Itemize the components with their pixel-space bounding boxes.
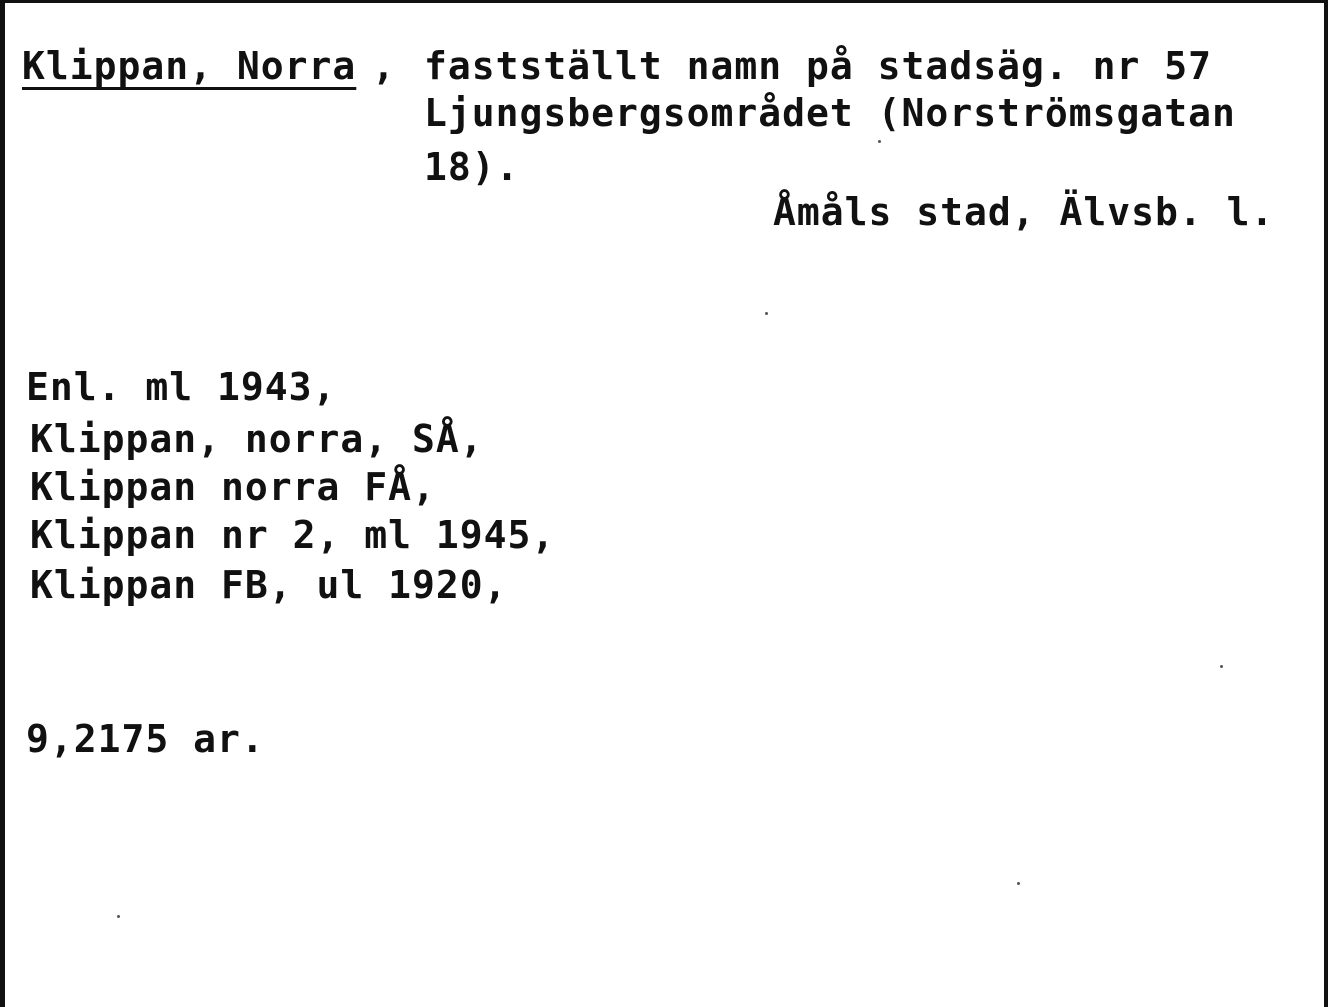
paper-speck	[878, 140, 881, 143]
paper-speck	[765, 312, 768, 315]
variant-line: Klippan norra FÅ,	[30, 465, 436, 509]
description-line: Ljungsbergsområdet (Norströmsgatan	[424, 91, 1236, 135]
heading-comma: ,	[372, 44, 396, 88]
paper-speck	[1220, 665, 1223, 668]
variant-line: Klippan, norra, SÅ,	[30, 417, 484, 461]
card-right-edge	[1324, 0, 1328, 1007]
description-line: 18).	[424, 145, 520, 189]
place-name-heading: Klippan, Norra	[22, 44, 357, 88]
paper-speck	[117, 915, 120, 918]
paper-speck	[1017, 882, 1020, 885]
variant-line: Klippan nr 2, ml 1945,	[30, 513, 556, 557]
variant-line: Klippan FB, ul 1920,	[30, 563, 508, 607]
description-line: fastställt namn på stadsäg. nr 57	[424, 44, 1212, 88]
area-line: 9,2175 ar.	[26, 717, 265, 761]
source-line: Enl. ml 1943,	[26, 365, 337, 409]
location-line: Åmåls stad, Älvsb. l.	[773, 190, 1275, 234]
card-top-edge	[0, 0, 1328, 3]
card-left-edge	[0, 0, 5, 1007]
